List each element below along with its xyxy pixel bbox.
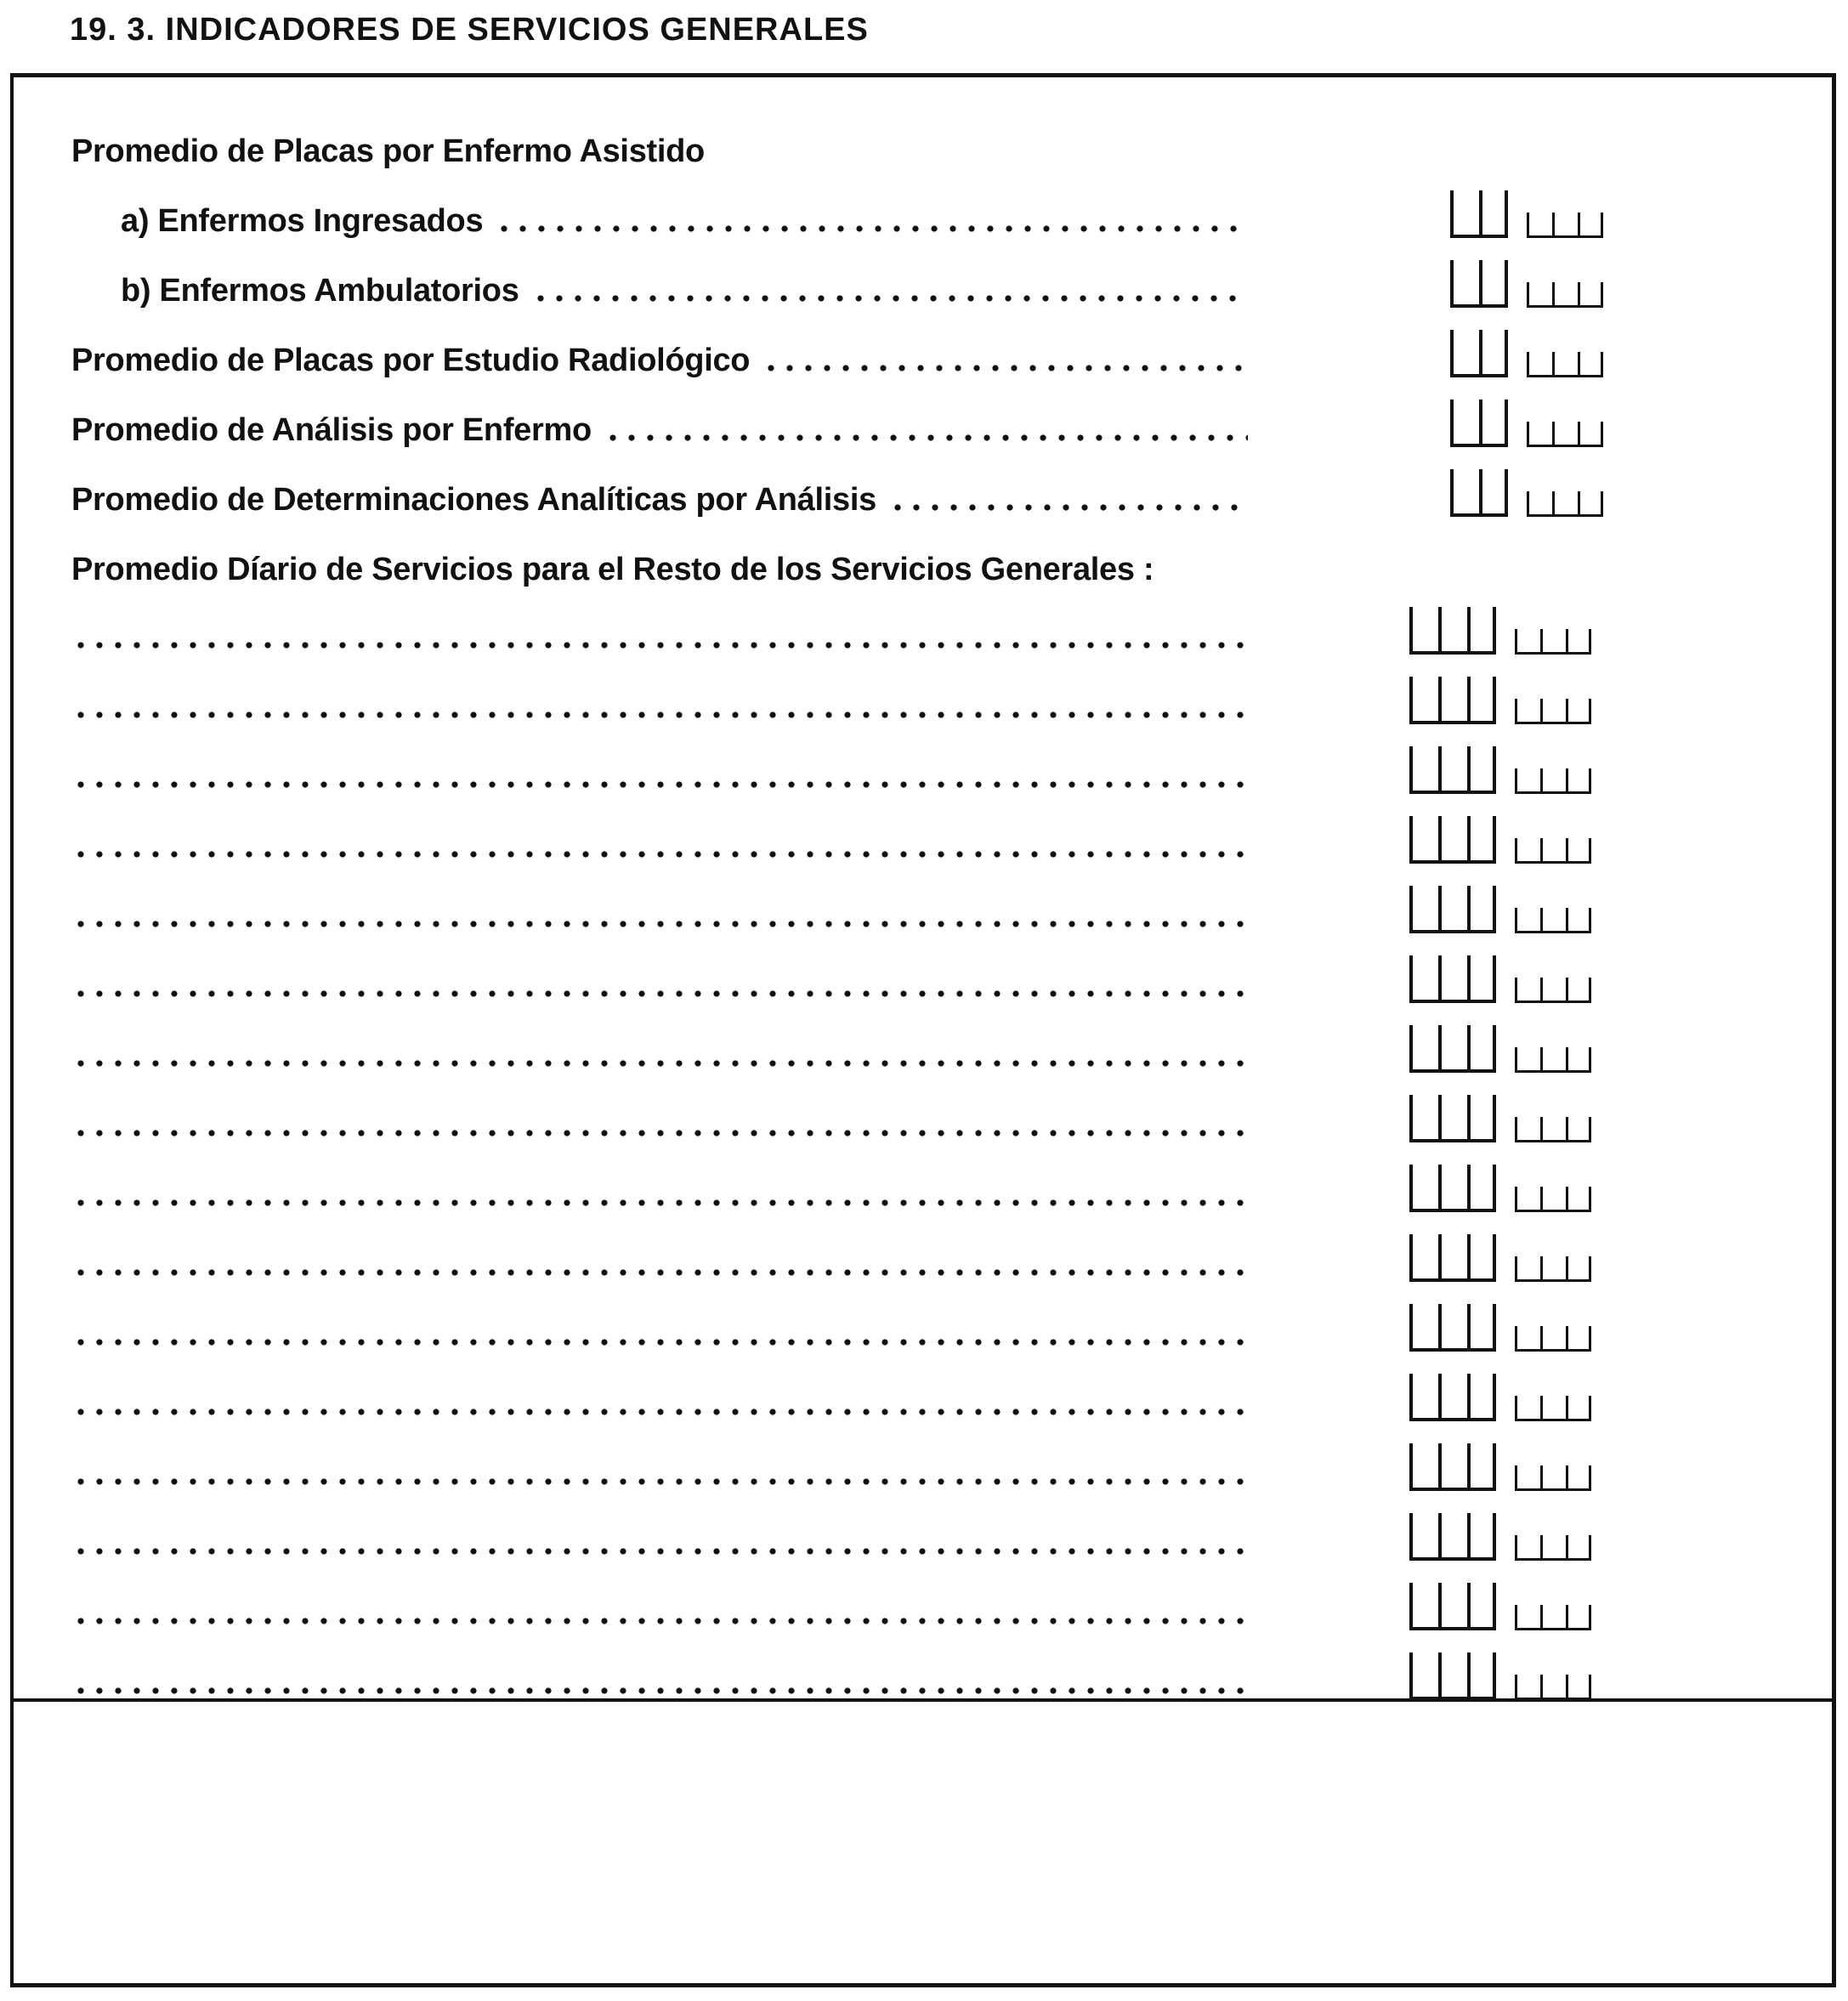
integer-digit-cell[interactable] xyxy=(1479,469,1508,513)
integer-cells[interactable] xyxy=(1409,886,1496,933)
header-line xyxy=(71,119,717,170)
decimal-digit-cell[interactable] xyxy=(1566,1047,1591,1070)
indicator-label: a) Enfermos Ingresados xyxy=(121,203,484,239)
decimal-cells[interactable] xyxy=(1515,908,1591,933)
integer-digit-cell[interactable] xyxy=(1409,886,1438,930)
decimal-digit-cell[interactable] xyxy=(1566,1326,1591,1349)
dot-leader xyxy=(531,294,1248,303)
value-entry-boxes[interactable] xyxy=(1409,607,1591,655)
integer-digit-cell[interactable] xyxy=(1438,1652,1467,1697)
decimal-cells[interactable] xyxy=(1515,1187,1591,1212)
integer-digit-cell[interactable] xyxy=(1450,260,1479,304)
decimal-digit-cell[interactable] xyxy=(1566,629,1591,652)
indicator-label: Promedio de Placas por Estudio Radiológico xyxy=(71,343,751,378)
decimal-digit-cell[interactable] xyxy=(1540,1605,1566,1628)
integer-digit-cell[interactable] xyxy=(1438,886,1467,930)
integer-digit-cell[interactable] xyxy=(1409,607,1438,651)
indicator-row xyxy=(121,258,1248,309)
integer-digit-cell[interactable] xyxy=(1467,1025,1496,1069)
value-entry-boxes[interactable] xyxy=(1409,886,1591,933)
integer-digit-cell[interactable] xyxy=(1467,746,1496,791)
value-entry-boxes[interactable] xyxy=(1409,1374,1591,1421)
integer-digit-cell[interactable] xyxy=(1438,1304,1467,1348)
integer-cells[interactable] xyxy=(1409,1095,1496,1142)
dot-leader xyxy=(71,780,1248,789)
decimal-digit-cell[interactable] xyxy=(1566,838,1591,861)
decimal-cells[interactable] xyxy=(1515,978,1591,1003)
decimal-digit-cell[interactable] xyxy=(1515,1465,1540,1488)
dot-leader xyxy=(71,1268,1248,1277)
decimal-cells[interactable] xyxy=(1527,491,1603,517)
decimal-digit-cell[interactable] xyxy=(1540,1047,1566,1070)
blank-service-row[interactable] xyxy=(71,1442,1248,1493)
integer-digit-cell[interactable] xyxy=(1450,400,1479,444)
integer-digit-cell[interactable] xyxy=(1450,190,1479,235)
value-entry-boxes[interactable] xyxy=(1409,816,1591,864)
blank-service-row[interactable] xyxy=(71,1233,1248,1284)
integer-digit-cell[interactable] xyxy=(1438,816,1467,860)
decimal-digit-cell[interactable] xyxy=(1540,1396,1566,1419)
dot-leader xyxy=(71,1408,1248,1416)
dot-leader xyxy=(71,1477,1248,1486)
dot-leader xyxy=(71,711,1248,719)
integer-digit-cell[interactable] xyxy=(1438,607,1467,651)
integer-digit-cell[interactable] xyxy=(1409,1234,1438,1278)
decimal-digit-cell[interactable] xyxy=(1566,978,1591,1000)
decimal-cells[interactable] xyxy=(1515,1117,1591,1142)
decimal-cells[interactable] xyxy=(1515,629,1591,655)
integer-digit-cell[interactable] xyxy=(1467,1374,1496,1418)
dot-leader xyxy=(604,434,1248,442)
decimal-cells[interactable] xyxy=(1527,422,1603,447)
value-entry-boxes[interactable] xyxy=(1409,1234,1591,1282)
indicator-row xyxy=(121,189,1248,240)
decimal-cells[interactable] xyxy=(1515,1605,1591,1630)
integer-cells[interactable] xyxy=(1450,190,1508,238)
decimal-digit-cell[interactable] xyxy=(1515,1256,1540,1279)
decimal-digit-cell[interactable] xyxy=(1540,1187,1566,1210)
decimal-digit-cell[interactable] xyxy=(1578,213,1603,235)
integer-digit-cell[interactable] xyxy=(1409,1443,1438,1488)
blank-service-row[interactable] xyxy=(71,675,1248,726)
integer-digit-cell[interactable] xyxy=(1438,1513,1467,1557)
decimal-digit-cell[interactable] xyxy=(1540,1256,1566,1279)
blank-service-row[interactable] xyxy=(71,1302,1248,1353)
decimal-digit-cell[interactable] xyxy=(1527,352,1552,375)
decimal-digit-cell[interactable] xyxy=(1540,908,1566,931)
blank-service-row[interactable] xyxy=(71,605,1248,656)
decimal-cells[interactable] xyxy=(1515,1326,1591,1352)
blank-service-row[interactable] xyxy=(71,1163,1248,1214)
decimal-digit-cell[interactable] xyxy=(1552,213,1578,235)
dot-leader xyxy=(71,1199,1248,1207)
integer-digit-cell[interactable] xyxy=(1450,469,1479,513)
value-entry-boxes[interactable] xyxy=(1409,1513,1591,1561)
value-entry-boxes[interactable] xyxy=(1409,955,1591,1003)
decimal-digit-cell[interactable] xyxy=(1540,1326,1566,1349)
decimal-cells[interactable] xyxy=(1515,1256,1591,1282)
integer-digit-cell[interactable] xyxy=(1467,607,1496,651)
integer-digit-cell[interactable] xyxy=(1467,1583,1496,1627)
integer-cells[interactable] xyxy=(1409,1025,1496,1073)
integer-digit-cell[interactable] xyxy=(1438,1025,1467,1069)
integer-digit-cell[interactable] xyxy=(1438,1095,1467,1139)
integer-digit-cell[interactable] xyxy=(1467,1304,1496,1348)
blank-service-row[interactable] xyxy=(71,1372,1248,1423)
decimal-digit-cell[interactable] xyxy=(1515,1117,1540,1140)
blank-service-row[interactable] xyxy=(71,884,1248,935)
header-line-label: Promedio de Placas por Enfermo Asistido xyxy=(71,133,705,169)
integer-digit-cell[interactable] xyxy=(1467,1443,1496,1488)
blank-service-row[interactable] xyxy=(71,1651,1248,1702)
dot-leader xyxy=(762,364,1248,372)
indicator-label: Promedio de Análisis por Enfermo xyxy=(71,412,592,448)
decimal-digit-cell[interactable] xyxy=(1515,1535,1540,1558)
decimal-cells[interactable] xyxy=(1515,838,1591,864)
decimal-digit-cell[interactable] xyxy=(1566,1187,1591,1210)
decimal-digit-cell[interactable] xyxy=(1552,491,1578,514)
blank-service-row[interactable] xyxy=(71,1023,1248,1074)
integer-cells[interactable] xyxy=(1409,1513,1496,1561)
indicator-label: Promedio de Determinaciones Analíticas por Análisis xyxy=(71,482,876,518)
blank-service-row[interactable] xyxy=(71,1093,1248,1144)
decimal-cells[interactable] xyxy=(1515,1535,1591,1561)
integer-digit-cell[interactable] xyxy=(1438,1443,1467,1488)
decimal-cells[interactable] xyxy=(1515,1465,1591,1491)
decimal-digit-cell[interactable] xyxy=(1540,1535,1566,1558)
dot-leader xyxy=(71,1338,1248,1346)
value-entry-boxes[interactable] xyxy=(1450,330,1603,377)
decimal-digit-cell[interactable] xyxy=(1527,422,1552,445)
decimal-digit-cell[interactable] xyxy=(1566,1605,1591,1628)
integer-cells[interactable] xyxy=(1409,955,1496,1003)
value-entry-boxes[interactable] xyxy=(1409,1304,1591,1352)
indicator-label: b) Enfermos Ambulatorios xyxy=(121,273,519,309)
indicator-row xyxy=(71,398,1248,449)
integer-cells[interactable] xyxy=(1409,677,1496,724)
decimal-cells[interactable] xyxy=(1527,282,1603,308)
decimal-digit-cell[interactable] xyxy=(1566,768,1591,791)
decimal-digit-cell[interactable] xyxy=(1566,1465,1591,1488)
dot-leader xyxy=(71,850,1248,859)
decimal-digit-cell[interactable] xyxy=(1540,838,1566,861)
decimal-digit-cell[interactable] xyxy=(1527,491,1552,514)
value-entry-boxes[interactable] xyxy=(1450,190,1603,238)
decimal-digit-cell[interactable] xyxy=(1566,1535,1591,1558)
decimal-digit-cell[interactable] xyxy=(1515,629,1540,652)
decimal-cells[interactable] xyxy=(1515,1047,1591,1073)
value-entry-boxes[interactable] xyxy=(1450,260,1603,308)
decimal-digit-cell[interactable] xyxy=(1566,1117,1591,1140)
integer-digit-cell[interactable] xyxy=(1479,190,1508,235)
resto-heading-label: Promedio Díario de Servicios para el Resto de los Servicios Generales : xyxy=(71,552,1154,587)
integer-digit-cell[interactable] xyxy=(1409,816,1438,860)
dot-leader xyxy=(71,1129,1248,1137)
resto-heading xyxy=(71,537,1165,588)
integer-cells[interactable] xyxy=(1409,1652,1496,1700)
decimal-cells[interactable] xyxy=(1527,213,1603,238)
blank-service-row[interactable] xyxy=(71,814,1248,865)
decimal-digit-cell[interactable] xyxy=(1540,629,1566,652)
indicator-row xyxy=(71,468,1248,519)
value-entry-boxes[interactable] xyxy=(1409,1583,1591,1630)
indicator-row xyxy=(71,328,1248,379)
integer-cells[interactable] xyxy=(1409,1583,1496,1630)
decimal-digit-cell[interactable] xyxy=(1515,1187,1540,1210)
decimal-cells[interactable] xyxy=(1515,699,1591,724)
decimal-digit-cell[interactable] xyxy=(1540,1675,1566,1698)
integer-digit-cell[interactable] xyxy=(1409,1025,1438,1069)
integer-cells[interactable] xyxy=(1409,1374,1496,1421)
decimal-digit-cell[interactable] xyxy=(1552,422,1578,445)
value-entry-boxes[interactable] xyxy=(1409,1095,1591,1142)
integer-digit-cell[interactable] xyxy=(1409,746,1438,791)
integer-cells[interactable] xyxy=(1450,400,1508,447)
decimal-digit-cell[interactable] xyxy=(1566,1675,1591,1698)
integer-digit-cell[interactable] xyxy=(1438,677,1467,721)
integer-digit-cell[interactable] xyxy=(1479,260,1508,304)
decimal-digit-cell[interactable] xyxy=(1527,213,1552,235)
integer-digit-cell[interactable] xyxy=(1409,1583,1438,1627)
integer-cells[interactable] xyxy=(1409,1234,1496,1282)
value-entry-boxes[interactable] xyxy=(1450,469,1603,517)
decimal-digit-cell[interactable] xyxy=(1515,1675,1540,1698)
decimal-cells[interactable] xyxy=(1515,1396,1591,1421)
decimal-digit-cell[interactable] xyxy=(1566,1396,1591,1419)
dot-leader xyxy=(71,920,1248,928)
decimal-digit-cell[interactable] xyxy=(1552,282,1578,305)
integer-cells[interactable] xyxy=(1450,330,1508,377)
integer-cells[interactable] xyxy=(1450,469,1508,517)
decimal-digit-cell[interactable] xyxy=(1515,908,1540,931)
integer-cells[interactable] xyxy=(1450,260,1508,308)
decimal-digit-cell[interactable] xyxy=(1552,352,1578,375)
integer-digit-cell[interactable] xyxy=(1409,677,1438,721)
decimal-digit-cell[interactable] xyxy=(1515,1047,1540,1070)
integer-digit-cell[interactable] xyxy=(1409,1095,1438,1139)
decimal-cells[interactable] xyxy=(1515,1675,1591,1700)
decimal-digit-cell[interactable] xyxy=(1540,768,1566,791)
decimal-digit-cell[interactable] xyxy=(1515,1396,1540,1419)
decimal-digit-cell[interactable] xyxy=(1515,699,1540,722)
value-entry-boxes[interactable] xyxy=(1409,1165,1591,1212)
integer-digit-cell[interactable] xyxy=(1467,886,1496,930)
integer-digit-cell[interactable] xyxy=(1467,1513,1496,1557)
value-entry-boxes[interactable] xyxy=(1409,746,1591,794)
decimal-digit-cell[interactable] xyxy=(1578,422,1603,445)
decimal-digit-cell[interactable] xyxy=(1578,491,1603,514)
decimal-digit-cell[interactable] xyxy=(1578,282,1603,305)
integer-digit-cell[interactable] xyxy=(1409,1165,1438,1209)
decimal-digit-cell[interactable] xyxy=(1515,1326,1540,1349)
value-entry-boxes[interactable] xyxy=(1409,1443,1591,1491)
integer-cells[interactable] xyxy=(1409,816,1496,864)
integer-digit-cell[interactable] xyxy=(1467,816,1496,860)
integer-cells[interactable] xyxy=(1409,1443,1496,1491)
integer-digit-cell[interactable] xyxy=(1409,1513,1438,1557)
integer-digit-cell[interactable] xyxy=(1438,1374,1467,1418)
integer-digit-cell[interactable] xyxy=(1467,955,1496,1000)
integer-cells[interactable] xyxy=(1409,607,1496,655)
dot-leader xyxy=(888,503,1248,512)
dot-leader xyxy=(71,1547,1248,1556)
integer-digit-cell[interactable] xyxy=(1409,1374,1438,1418)
decimal-digit-cell[interactable] xyxy=(1540,699,1566,722)
blank-service-row[interactable] xyxy=(71,954,1248,1005)
integer-digit-cell[interactable] xyxy=(1438,746,1467,791)
decimal-cells[interactable] xyxy=(1515,768,1591,794)
integer-digit-cell[interactable] xyxy=(1409,955,1438,1000)
decimal-digit-cell[interactable] xyxy=(1540,978,1566,1000)
integer-digit-cell[interactable] xyxy=(1479,330,1508,374)
decimal-digit-cell[interactable] xyxy=(1566,1256,1591,1279)
decimal-digit-cell[interactable] xyxy=(1566,699,1591,722)
integer-cells[interactable] xyxy=(1409,746,1496,794)
decimal-digit-cell[interactable] xyxy=(1515,978,1540,1000)
dot-leader xyxy=(495,224,1248,233)
integer-digit-cell[interactable] xyxy=(1438,1165,1467,1209)
integer-digit-cell[interactable] xyxy=(1438,1234,1467,1278)
dot-leader xyxy=(71,1617,1248,1625)
integer-digit-cell[interactable] xyxy=(1467,1165,1496,1209)
blank-service-row[interactable] xyxy=(71,745,1248,796)
decimal-digit-cell[interactable] xyxy=(1515,838,1540,861)
value-entry-boxes[interactable] xyxy=(1409,677,1591,724)
decimal-digit-cell[interactable] xyxy=(1527,282,1552,305)
integer-digit-cell[interactable] xyxy=(1467,677,1496,721)
value-entry-boxes[interactable] xyxy=(1409,1652,1591,1700)
decimal-digit-cell[interactable] xyxy=(1515,1605,1540,1628)
integer-cells[interactable] xyxy=(1409,1304,1496,1352)
decimal-digit-cell[interactable] xyxy=(1566,908,1591,931)
dot-leader xyxy=(71,1686,1248,1695)
decimal-digit-cell[interactable] xyxy=(1578,352,1603,375)
integer-digit-cell[interactable] xyxy=(1409,1304,1438,1348)
decimal-digit-cell[interactable] xyxy=(1540,1465,1566,1488)
integer-digit-cell[interactable] xyxy=(1438,955,1467,1000)
integer-cells[interactable] xyxy=(1409,1165,1496,1212)
decimal-cells[interactable] xyxy=(1527,352,1603,377)
section-title: 19. 3. INDICADORES DE SERVICIOS GENERALES xyxy=(70,12,869,48)
blank-service-row[interactable] xyxy=(71,1511,1248,1562)
blank-service-row[interactable] xyxy=(71,1581,1248,1632)
decimal-digit-cell[interactable] xyxy=(1540,1117,1566,1140)
integer-digit-cell[interactable] xyxy=(1467,1095,1496,1139)
dot-leader xyxy=(71,641,1248,649)
decimal-digit-cell[interactable] xyxy=(1515,768,1540,791)
integer-digit-cell[interactable] xyxy=(1409,1652,1438,1697)
dot-leader xyxy=(71,1059,1248,1068)
integer-digit-cell[interactable] xyxy=(1467,1652,1496,1697)
integer-digit-cell[interactable] xyxy=(1467,1234,1496,1278)
value-entry-boxes[interactable] xyxy=(1409,1025,1591,1073)
integer-digit-cell[interactable] xyxy=(1438,1583,1467,1627)
integer-digit-cell[interactable] xyxy=(1479,400,1508,444)
dot-leader xyxy=(71,989,1248,998)
integer-digit-cell[interactable] xyxy=(1450,330,1479,374)
value-entry-boxes[interactable] xyxy=(1450,400,1603,447)
